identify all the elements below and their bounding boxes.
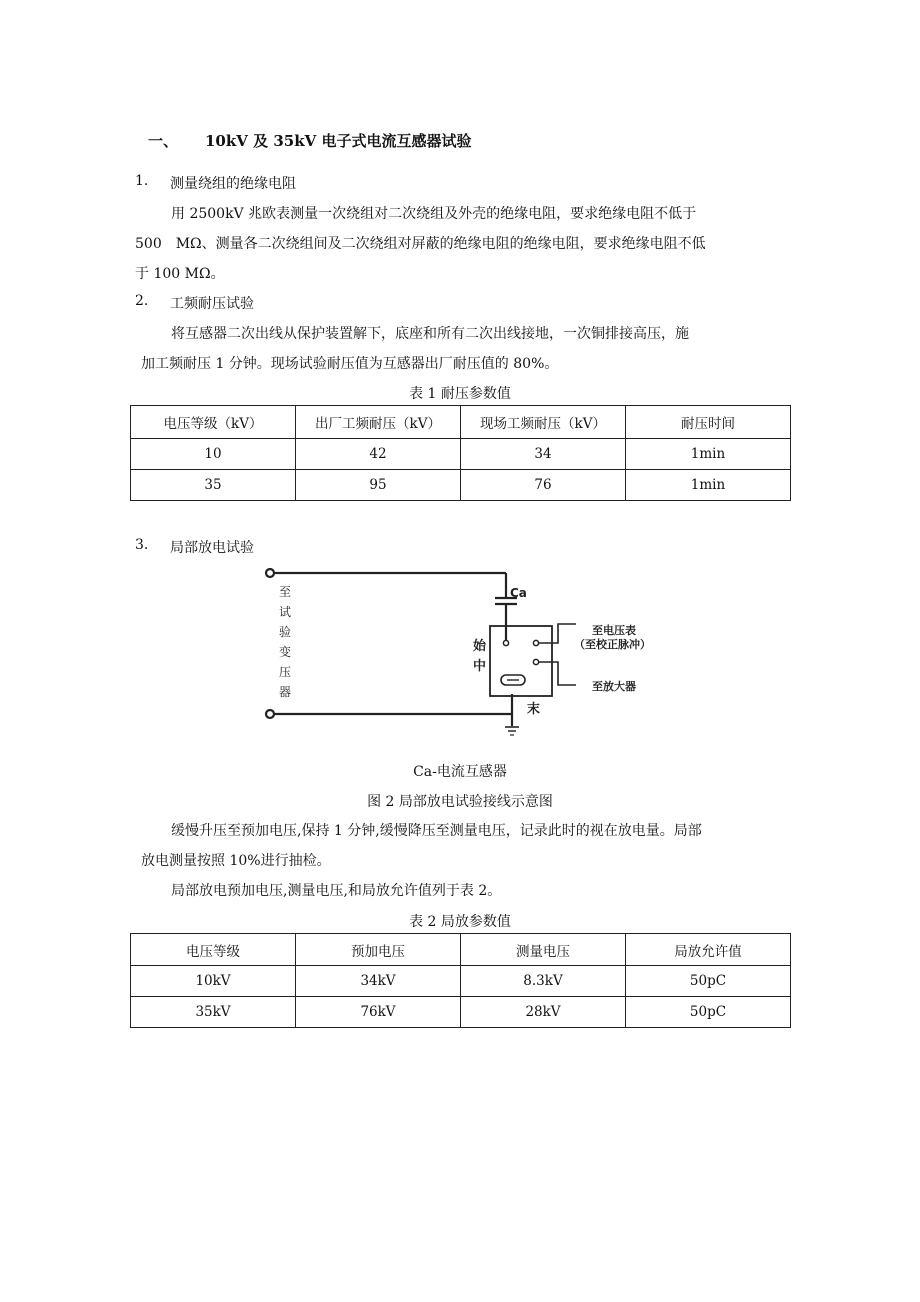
table1-cell: 95 — [296, 470, 461, 501]
table-row — [131, 439, 791, 470]
annotation-voltmeter: 至电压表 — [592, 624, 636, 637]
paragraph2: 局部放电预加电压,测量电压,和局放允许值列于表 2。 — [171, 883, 502, 899]
side-label-char: 验 — [278, 625, 292, 639]
section1-line-2: 500 MΩ、测量各二次绕组间及二次绕组对屏蔽的绝缘电阻的绝缘电阻，要求绝缘电阻不低 — [135, 236, 706, 252]
section1-line-3: 于 100 MΩ。 — [135, 266, 225, 282]
section1-line-1: 用 2500kV 兆欧表测量一次绕组对二次绕组及外壳的绝缘电阻，要求绝缘电阻不低于 — [171, 206, 697, 222]
annotation-amplifier: 至放大器 — [592, 680, 636, 693]
table-row — [131, 997, 791, 1028]
annotation-calibration: （至校正脉冲） — [574, 638, 651, 651]
table1-cell: 10 — [131, 439, 296, 470]
section1-number: 1. — [135, 173, 149, 189]
table1-cell: 34 — [461, 439, 626, 470]
capacitor-label: Ca — [510, 586, 527, 600]
wiring-diagram — [262, 562, 664, 750]
side-label-char: 变 — [278, 645, 292, 659]
table1-header-cell: 出厂工频耐压（kV） — [296, 406, 461, 439]
table2-header-cell: 测量电压 — [461, 934, 626, 966]
bottom-terminal — [266, 710, 274, 718]
side-label-char: 器 — [278, 685, 292, 699]
section3-number: 3. — [135, 537, 149, 553]
table1-header-cell: 现场工频耐压（kV） — [461, 406, 626, 439]
table1-cell: 42 — [296, 439, 461, 470]
table1-header-row — [131, 406, 791, 439]
table2-cell: 50pC — [626, 997, 791, 1028]
heading-number: 一、 — [148, 132, 179, 150]
table1-caption: 表 1 耐压参数值 — [409, 386, 511, 402]
side-label-char: 至 — [278, 585, 292, 599]
table2-cell: 8.3kV — [461, 966, 626, 997]
table2-cell: 35kV — [131, 997, 296, 1028]
table2-header-cell: 预加电压 — [296, 934, 461, 966]
table1-cell: 35 — [131, 470, 296, 501]
section1-title: 测量绕组的绝缘电阻 — [170, 176, 296, 192]
table1-cell: 76 — [461, 470, 626, 501]
table2-header-cell: 电压等级 — [131, 934, 296, 966]
section2-number: 2. — [135, 293, 149, 309]
side-label-char: 试 — [278, 605, 292, 619]
box-label-bottom: 中 — [473, 659, 487, 674]
section2-line-2: 加工频耐压 1 分钟。现场试验耐压值为互感器出厂耐压值的 80%。 — [141, 356, 559, 372]
table2-cell: 28kV — [461, 997, 626, 1028]
paragraph1-line-2: 放电测量按照 10%进行抽检。 — [141, 853, 331, 869]
end-label: 末 — [527, 702, 541, 717]
box-label-top: 始 — [473, 639, 487, 654]
page-title: 10kV 及 35kV 电子式电流互感器试验 — [205, 132, 472, 150]
table1-cell: 1min — [626, 470, 791, 501]
figure-caption: 图 2 局部放电试验接线示意图 — [367, 794, 553, 810]
table2-cell: 34kV — [296, 966, 461, 997]
table2-header-cell: 局放允许值 — [626, 934, 791, 966]
table2-cell: 50pC — [626, 966, 791, 997]
table1 — [130, 405, 791, 501]
section2-title: 工频耐压试验 — [170, 296, 254, 312]
side-label-char: 压 — [278, 665, 292, 679]
table1-header-cell: 耐压时间 — [626, 406, 791, 439]
top-terminal — [266, 569, 274, 577]
table1-cell: 1min — [626, 439, 791, 470]
table2-caption: 表 2 局放参数值 — [409, 914, 511, 930]
table-row — [131, 966, 791, 997]
table-row — [131, 470, 791, 501]
table2-cell: 76kV — [296, 997, 461, 1028]
table2-cell: 10kV — [131, 966, 296, 997]
table2-header-row — [131, 934, 791, 966]
section3-title: 局部放电试验 — [170, 540, 254, 556]
diagram-legend: Ca-电流互感器 — [413, 764, 507, 780]
paragraph1-line-1: 缓慢升压至预加电压,保持 1 分钟,缓慢降压至测量电压，记录此时的视在放电量。局部 — [171, 823, 702, 839]
table1-header-cell: 电压等级（kV） — [131, 406, 296, 439]
section2-line-1: 将互感器二次出线从保护装置解下，底座和所有二次出线接地，一次铜排接高压，施 — [171, 326, 689, 342]
table2 — [130, 933, 791, 1028]
